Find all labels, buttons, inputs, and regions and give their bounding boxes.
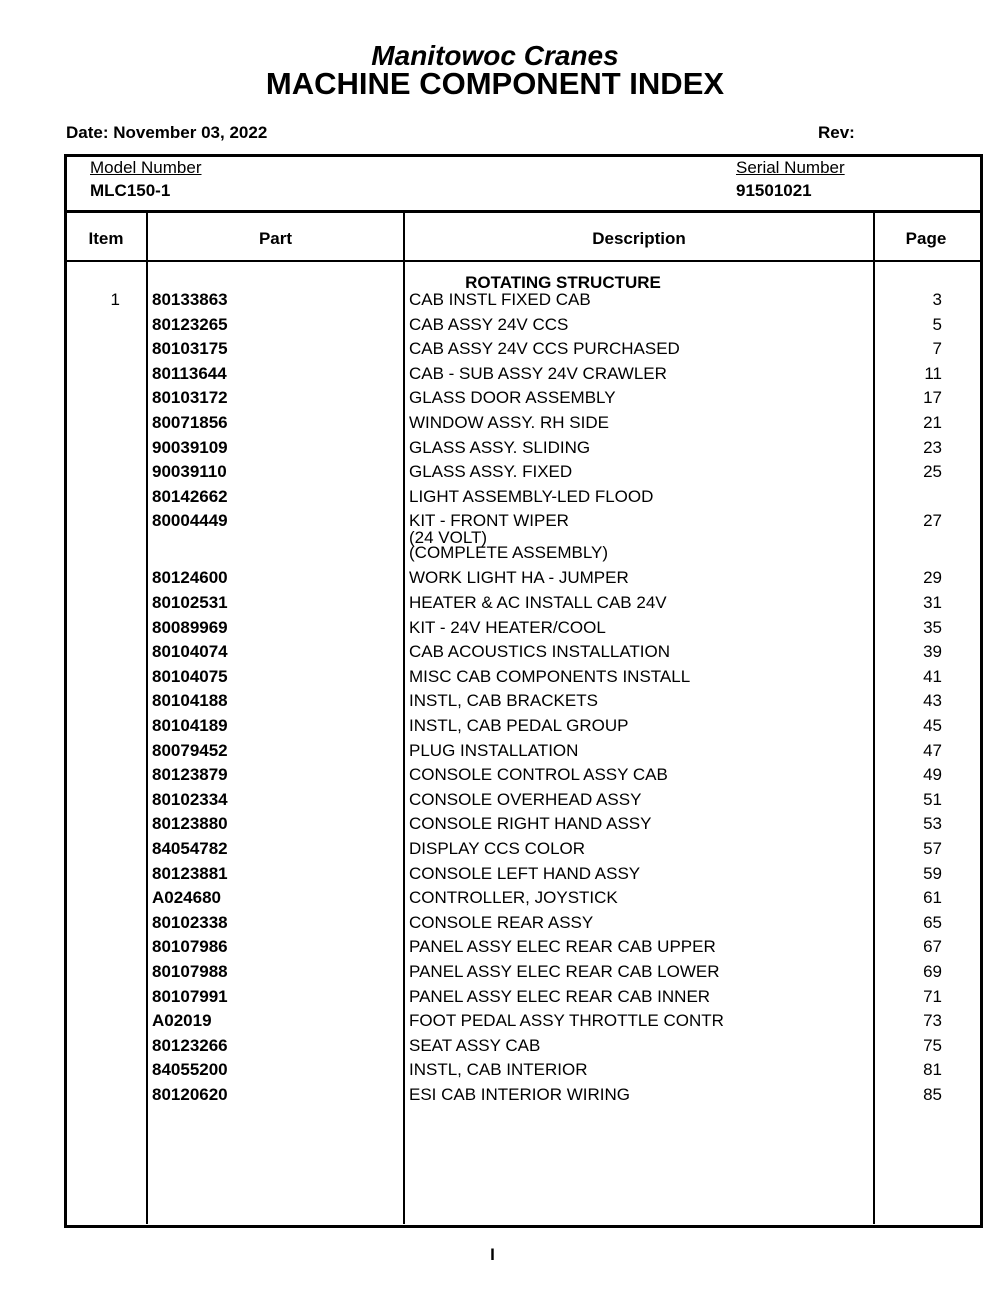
column-header-page: Page — [905, 229, 947, 248]
row-part-number: 90039109 — [152, 437, 228, 457]
row-page: 59 — [923, 863, 942, 883]
row-page: 69 — [923, 962, 942, 981]
table-row — [0, 888, 1000, 912]
column-header-item: Item — [88, 229, 124, 248]
row-part-number: 80102338 — [152, 912, 228, 932]
row-page: 41 — [923, 666, 942, 686]
row-description: PLUG INSTALLATION — [409, 740, 579, 760]
table-row — [0, 593, 1000, 617]
table-row — [0, 1036, 1000, 1060]
row-part-number: 80107986 — [152, 937, 228, 957]
row-page: 75 — [923, 1035, 942, 1055]
row-description: KIT - 24V HEATER/COOL — [409, 617, 606, 637]
row-part-number: 80089969 — [152, 617, 228, 637]
table-row — [0, 413, 1000, 437]
row-description: WINDOW ASSY. RH SIDE — [409, 413, 609, 432]
row-page: 35 — [923, 617, 942, 637]
row-part-number: 80142662 — [152, 486, 228, 506]
row-page: 53 — [923, 814, 942, 834]
serial-number-value: 91501021 — [736, 181, 812, 200]
row-part-number: 80123880 — [152, 814, 228, 834]
table-row — [0, 987, 1000, 1011]
row-page: 43 — [923, 691, 942, 711]
table-row — [0, 716, 1000, 740]
row-description: CAB ACOUSTICS INSTALLATION — [409, 642, 671, 662]
column-header-part: Part — [258, 229, 293, 248]
table-row — [0, 315, 1000, 339]
row-page: 49 — [923, 765, 942, 785]
row-part-number: A02019 — [152, 1011, 212, 1031]
table-row — [0, 642, 1000, 666]
row-description: CAB INSTL FIXED CAB — [409, 290, 591, 309]
row-page: 23 — [923, 437, 942, 457]
row-part-number: 80104074 — [152, 642, 228, 662]
row-page: 61 — [923, 888, 942, 908]
row-page: 65 — [923, 912, 942, 932]
wiper-note-line-1: (24 VOLT) — [409, 528, 488, 547]
row-part-number: 80103172 — [152, 388, 228, 408]
row-part-number: 80071856 — [152, 413, 228, 432]
row-part-number: 80104189 — [152, 716, 228, 735]
row-description: CONSOLE LEFT HAND ASSY — [409, 863, 641, 883]
row-item: 1 — [110, 290, 120, 309]
row-part-number: 80107988 — [152, 962, 228, 981]
row-page: 73 — [923, 1011, 942, 1031]
table-row — [0, 765, 1000, 789]
row-page: 71 — [923, 986, 942, 1006]
row-part-number: 80104075 — [152, 666, 228, 686]
table-row — [0, 839, 1000, 863]
row-page: 51 — [923, 789, 942, 809]
header-divider — [64, 260, 983, 262]
row-page: 39 — [923, 642, 942, 662]
row-description: KIT - FRONT WIPER — [409, 511, 569, 531]
column-header-description: Description — [592, 229, 686, 248]
page-title: MACHINE COMPONENT INDEX — [265, 66, 725, 101]
row-page: 5 — [932, 314, 942, 334]
row-page: 57 — [923, 839, 942, 858]
row-part-number: 84055200 — [152, 1060, 228, 1080]
row-part-number: 80124600 — [152, 568, 228, 588]
section-heading: ROTATING STRUCTURE — [465, 273, 661, 292]
row-part-number: 80079452 — [152, 740, 228, 760]
table-row — [0, 962, 1000, 986]
row-page: 21 — [923, 413, 942, 432]
row-part-number: 84054782 — [152, 839, 228, 858]
row-description: INSTL, CAB PEDAL GROUP — [409, 716, 629, 735]
row-part-number: 80113644 — [152, 363, 227, 383]
row-page: 25 — [923, 462, 942, 482]
row-part-number: 80102531 — [152, 593, 228, 612]
row-part-number: 80107991 — [152, 986, 228, 1006]
row-description: CONSOLE REAR ASSY — [409, 912, 594, 932]
row-description: SEAT ASSY CAB — [409, 1035, 541, 1055]
row-page: 3 — [932, 290, 942, 309]
row-part-number: 80123881 — [152, 863, 228, 883]
row-description: CAB - SUB ASSY 24V CRAWLER — [409, 363, 667, 383]
row-description: GLASS DOOR ASSEMBLY — [409, 388, 616, 408]
row-description: CAB ASSY 24V CCS — [409, 314, 569, 334]
serial-number-label: Serial Number — [736, 158, 845, 177]
row-page: 31 — [923, 593, 942, 612]
table-row — [0, 568, 1000, 592]
row-part-number: 80133863 — [152, 290, 228, 309]
row-page: 7 — [932, 339, 942, 359]
table-row — [0, 290, 1000, 314]
revision-label: Rev: — [818, 123, 855, 142]
row-part-number: 80103175 — [152, 339, 228, 359]
row-page: 29 — [923, 568, 942, 588]
row-page: 47 — [923, 740, 942, 760]
row-description: CONSOLE OVERHEAD ASSY — [409, 789, 642, 809]
row-part-number: 80104188 — [152, 691, 228, 711]
row-description: HEATER & AC INSTALL CAB 24V — [409, 593, 667, 612]
table-row — [0, 814, 1000, 838]
row-description: GLASS ASSY. SLIDING — [409, 437, 591, 457]
row-page: 85 — [923, 1085, 942, 1104]
table-row — [0, 388, 1000, 412]
table-row — [0, 864, 1000, 888]
model-divider — [64, 210, 983, 213]
model-number-value: MLC150-1 — [90, 181, 171, 200]
row-description: PANEL ASSY ELEC REAR CAB UPPER — [409, 937, 716, 957]
table-row — [0, 667, 1000, 691]
row-page: 67 — [923, 937, 942, 957]
row-description: FOOT PEDAL ASSY THROTTLE CONTR — [409, 1011, 724, 1031]
row-description: ESI CAB INTERIOR WIRING — [409, 1085, 631, 1104]
table-row — [0, 790, 1000, 814]
row-description: WORK LIGHT HA - JUMPER — [409, 568, 629, 588]
row-part-number: A024680 — [152, 888, 222, 908]
row-description: CAB ASSY 24V CCS PURCHASED — [409, 339, 680, 359]
table-row — [0, 438, 1000, 462]
row-description: CONTROLLER, JOYSTICK — [409, 888, 618, 908]
table-row — [0, 937, 1000, 961]
row-part-number: 80120620 — [152, 1085, 228, 1104]
row-description: GLASS ASSY. FIXED — [409, 462, 573, 482]
row-part-number: 80123265 — [152, 314, 228, 334]
row-part-number: 90039110 — [152, 462, 227, 482]
row-description: PANEL ASSY ELEC REAR CAB LOWER — [409, 962, 720, 981]
row-description: MISC CAB COMPONENTS INSTALL — [409, 666, 691, 686]
table-row — [0, 741, 1000, 765]
row-part-number: 80102334 — [152, 789, 228, 809]
table-row — [0, 618, 1000, 642]
row-page: 45 — [923, 716, 942, 735]
row-page: 17 — [923, 388, 942, 408]
row-description: INSTL, CAB BRACKETS — [409, 691, 598, 711]
table-row — [0, 1011, 1000, 1035]
table-row — [0, 691, 1000, 715]
table-row — [0, 1085, 1000, 1109]
table-row — [0, 487, 1000, 511]
model-number-label: Model Number — [90, 158, 202, 177]
row-page: 27 — [923, 511, 942, 531]
row-part-number: 80123266 — [152, 1035, 228, 1055]
wiper-note-line-2: (COMPLETE ASSEMBLY) — [409, 543, 609, 562]
table-row — [0, 1060, 1000, 1084]
row-description: CONSOLE RIGHT HAND ASSY — [409, 814, 652, 834]
row-part-number: 80004449 — [152, 511, 228, 531]
row-description: PANEL ASSY ELEC REAR CAB INNER — [409, 986, 711, 1006]
row-description: DISPLAY CCS COLOR — [409, 839, 586, 858]
row-description: INSTL, CAB INTERIOR — [409, 1060, 588, 1080]
company-name: Manitowoc Cranes — [371, 40, 619, 71]
table-row — [0, 511, 1000, 535]
row-part-number: 80123879 — [152, 765, 228, 785]
table-row — [0, 462, 1000, 486]
row-page: 81 — [923, 1060, 942, 1080]
row-page: 11 — [924, 363, 942, 383]
table-row — [0, 913, 1000, 937]
row-description: CONSOLE CONTROL ASSY CAB — [409, 765, 668, 785]
document-date: Date: November 03, 2022 — [66, 123, 268, 142]
table-row — [0, 364, 1000, 388]
page-number: I — [490, 1245, 495, 1264]
table-row — [0, 339, 1000, 363]
row-description: LIGHT ASSEMBLY-LED FLOOD — [409, 486, 654, 506]
